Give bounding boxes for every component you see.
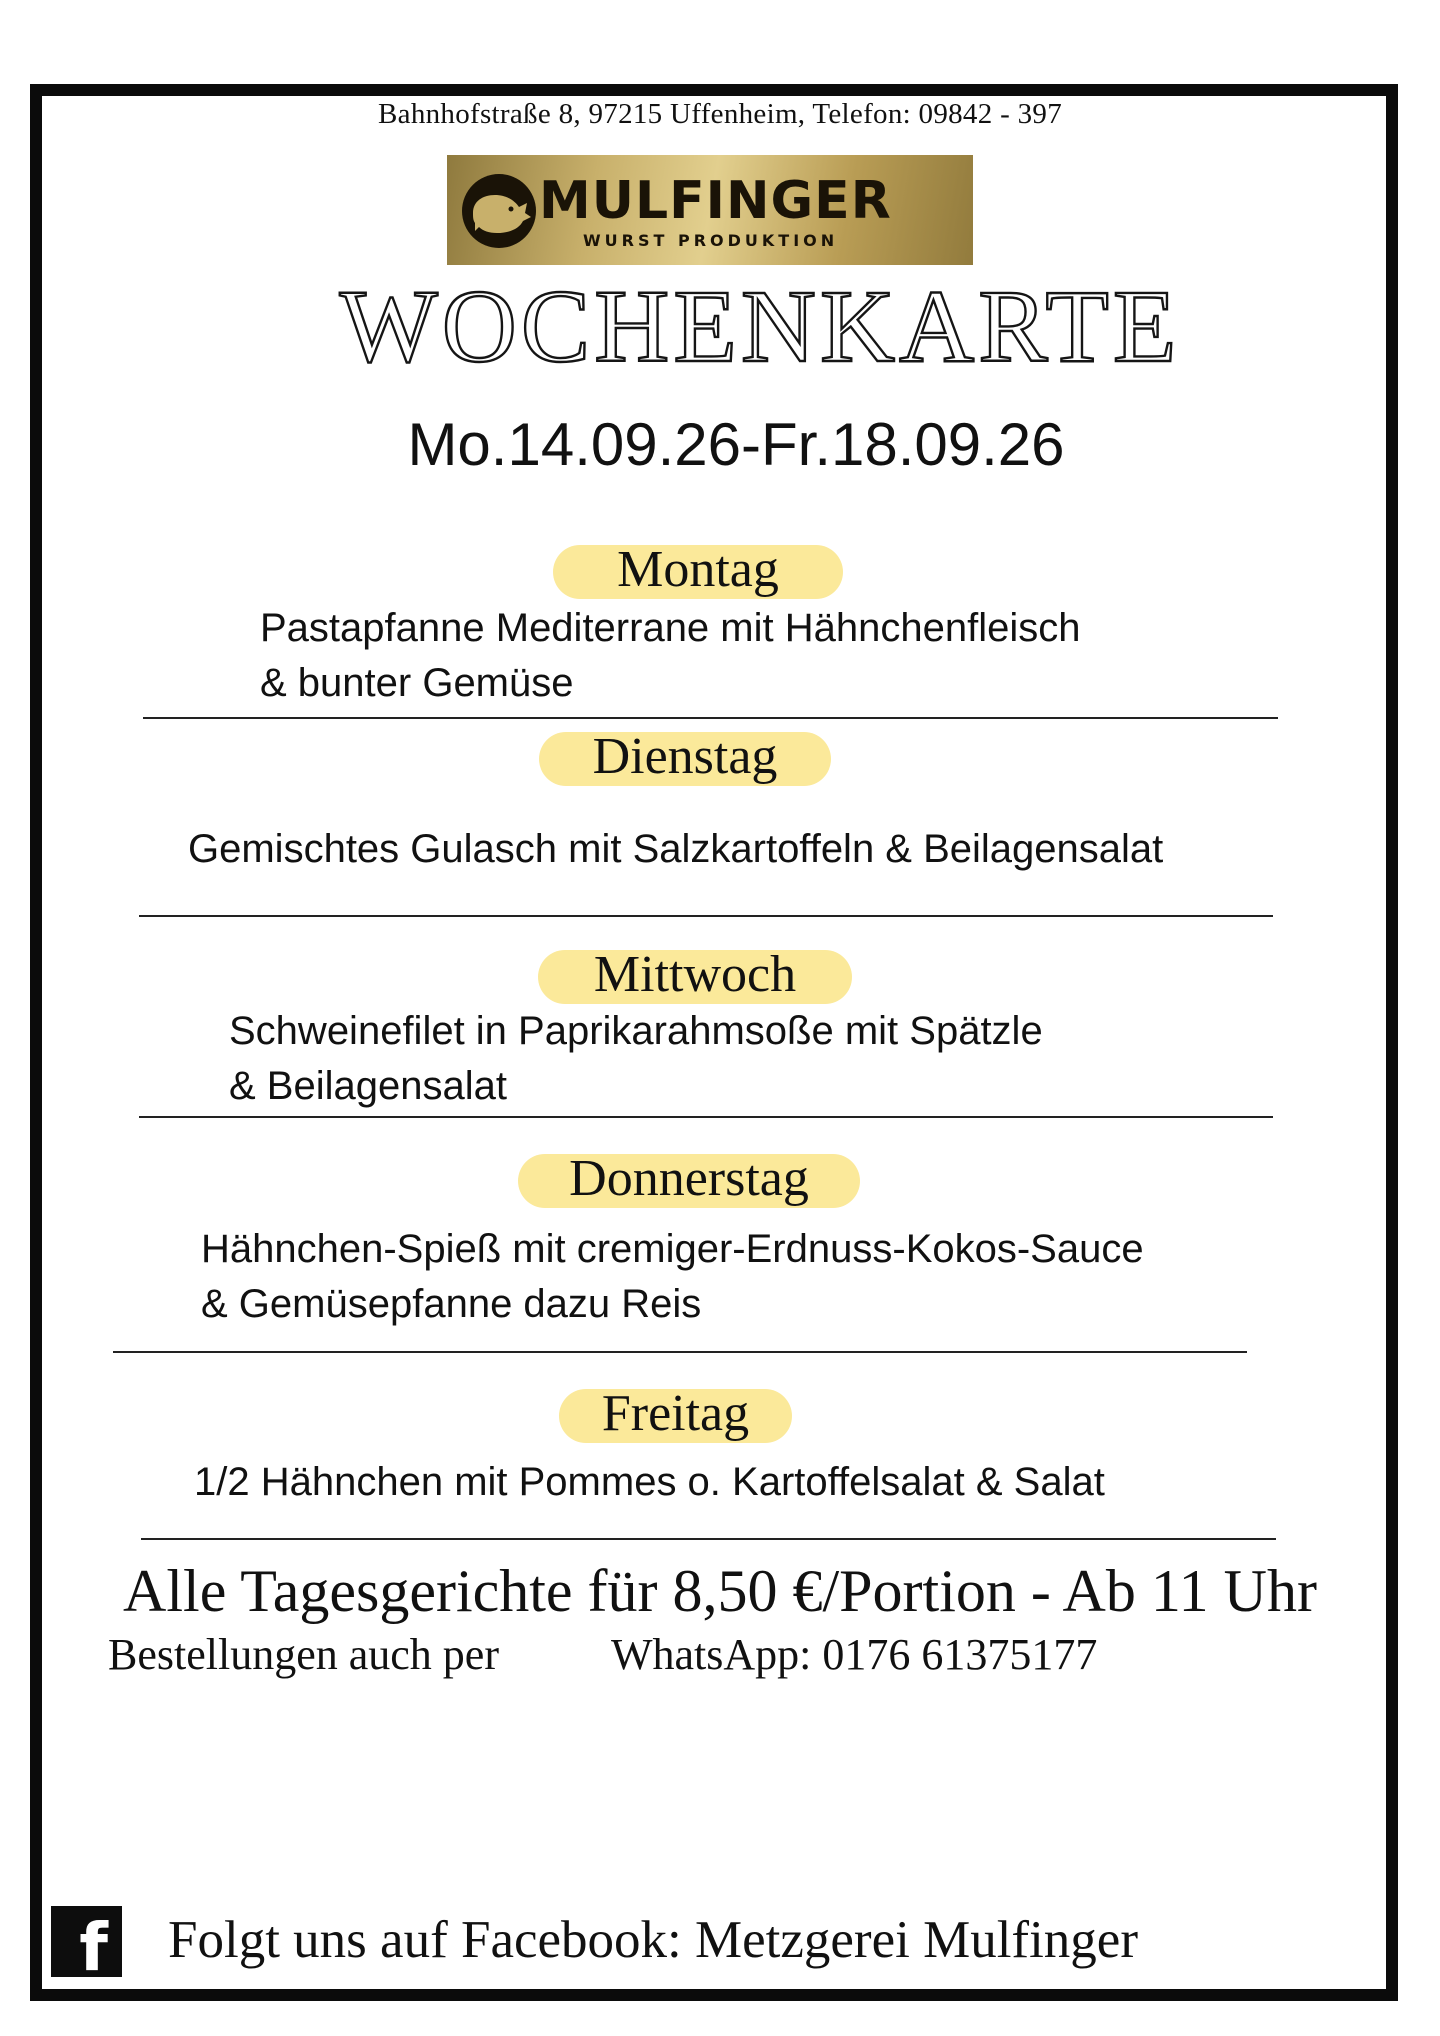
day-label: Mittwoch: [593, 946, 797, 1003]
dish-line: Schweinefilet in Paprikarahmsoße mit Spätzle: [229, 1009, 1043, 1053]
dish-donnerstag: [201, 1222, 1144, 1332]
page-title: WOCHENKARTE: [339, 269, 1181, 384]
facebook-text: Folgt uns auf Facebook: Metzgerei Mulfinger: [168, 1911, 1138, 1969]
address: Bahnhofstraße 8, 97215 Uffenheim, Telefon: 09842 - 397: [378, 98, 1062, 130]
dish-line: Hähnchen-Spieß mit cremiger-Erdnuss-Kokos-Sauce: [201, 1227, 1144, 1271]
day-badge-dienstag: [539, 728, 831, 786]
dish-line: & Gemüsepfanne dazu Reis: [201, 1282, 702, 1326]
order-label: Bestellungen auch per: [108, 1630, 499, 1679]
separator: [141, 1538, 1276, 1540]
dish-line: Gemischtes Gulasch mit Salzkartoffeln & Beilagensalat: [188, 827, 1164, 871]
day-label: Dienstag: [592, 728, 778, 785]
separator: [139, 915, 1273, 917]
dish-line: & Beilagensalat: [229, 1064, 507, 1108]
day-badge-donnerstag: [518, 1150, 860, 1208]
brand-logo: [447, 155, 973, 265]
separator: [139, 1116, 1273, 1118]
whatsapp-number: WhatsApp: 0176 61375177: [611, 1630, 1098, 1679]
separator: [113, 1351, 1247, 1353]
dish-mittwoch: [229, 1004, 1043, 1114]
dish-montag: [260, 601, 1080, 711]
day-badge-montag: [553, 541, 843, 599]
price-info: Alle Tagesgerichte für 8,50 €/Portion - Ab 11 Uhr: [123, 1558, 1317, 1624]
day-label: Donnerstag: [569, 1150, 809, 1207]
dish-dienstag: [188, 822, 1163, 877]
date-range: Mo.14.09.26-Fr.18.09.26: [407, 411, 1065, 478]
day-label: Montag: [617, 541, 779, 598]
logo-subtitle: WURST PRODUKTION: [583, 231, 839, 250]
day-badge-freitag: [559, 1385, 792, 1443]
logo-name: MULFINGER: [539, 171, 892, 231]
facebook-icon: f: [51, 1906, 122, 1977]
dish-line: & bunter Gemüse: [260, 661, 574, 705]
dish-line: Pastapfanne Mediterrane mit Hähnchenfleisch: [260, 606, 1081, 650]
day-badge-mittwoch: [538, 946, 852, 1004]
dish-freitag: [194, 1455, 1105, 1510]
day-label: Freitag: [601, 1385, 750, 1442]
dish-line: 1/2 Hähnchen mit Pommes o. Kartoffelsalat & Salat: [194, 1460, 1105, 1504]
separator: [143, 717, 1278, 719]
pig-logo-icon: [461, 173, 539, 249]
